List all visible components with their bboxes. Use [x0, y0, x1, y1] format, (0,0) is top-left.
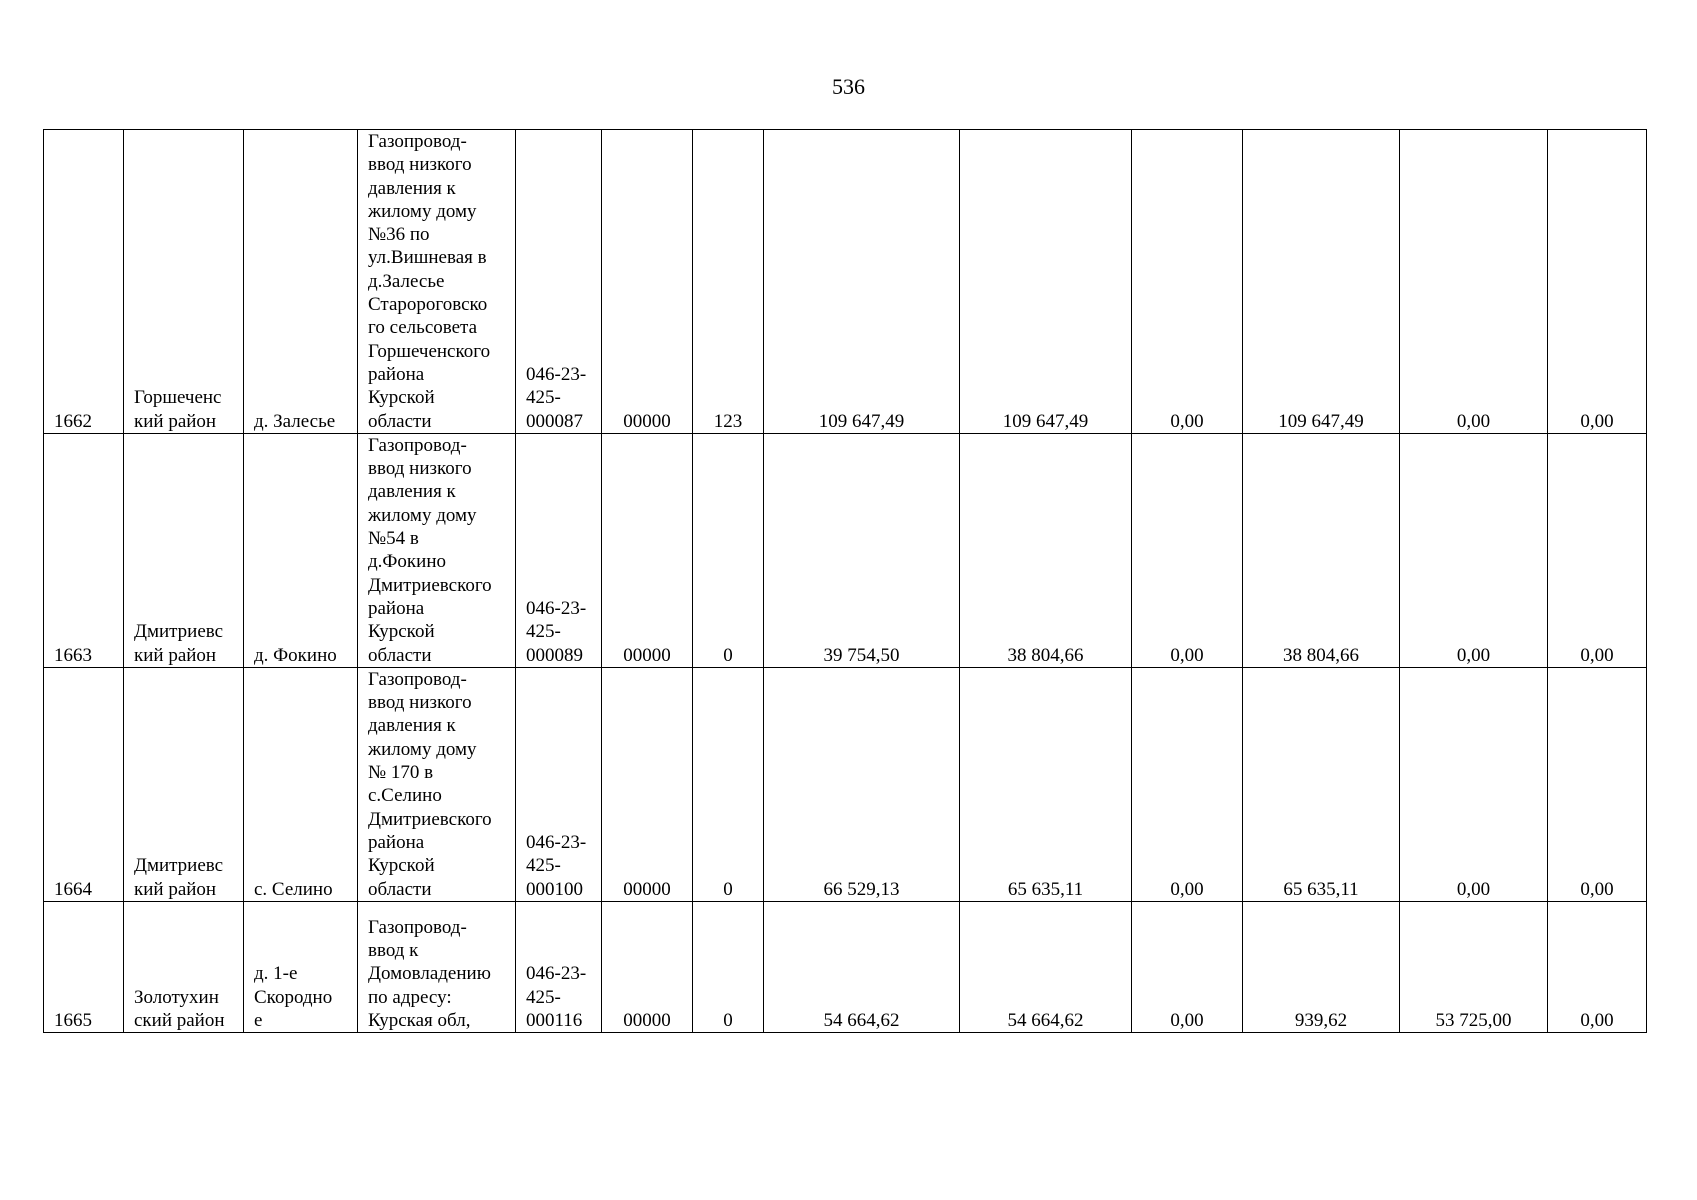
object-name-cell: Газопровод- ввод низкого давления к жилому дому № 170 в с.Селино Дмитриевского района Курской области — [358, 667, 516, 901]
value-cell-2: 109 647,49 — [960, 130, 1132, 434]
value-cell-3: 0,00 — [1132, 667, 1243, 901]
registry-code-cell: 046-23- 425- 000100 — [516, 667, 602, 901]
value-cell-5: 0,00 — [1400, 433, 1548, 667]
value-cell-6: 0,00 — [1548, 901, 1647, 1032]
value-cell-6: 0,00 — [1548, 433, 1647, 667]
value-cell-6: 0,00 — [1548, 667, 1647, 901]
table-row — [44, 667, 1647, 901]
page-number: 536 — [832, 74, 865, 99]
value-cell-3: 0,00 — [1132, 433, 1243, 667]
object-name-cell: Газопровод- ввод к Домовладению по адресу: Курская обл, — [358, 901, 516, 1032]
registry-code-cell: 046-23- 425- 000116 — [516, 901, 602, 1032]
value-cell-2: 38 804,66 — [960, 433, 1132, 667]
code-suffix-cell: 00000 — [602, 667, 693, 901]
table-row — [44, 433, 1647, 667]
object-name-cell: Газопровод- ввод низкого давления к жилому дому №54 в д.Фокино Дмитриевского района Курской области — [358, 433, 516, 667]
code-suffix-cell: 00000 — [602, 901, 693, 1032]
registry-code-cell: 046-23- 425- 000087 — [516, 130, 602, 434]
value-cell-3: 0,00 — [1132, 901, 1243, 1032]
value-cell-4: 65 635,11 — [1243, 667, 1400, 901]
value-cell-1: 54 664,62 — [764, 901, 960, 1032]
object-name-cell: Газопровод- ввод низкого давления к жилому дому №36 по ул.Вишневая в д.Залесье Старороговско го сельсовета Горшеченского района Курской области — [358, 130, 516, 434]
district-cell: Золотухин ский район — [124, 901, 244, 1032]
value-cell-5: 0,00 — [1400, 667, 1548, 901]
value-cell-4: 38 804,66 — [1243, 433, 1400, 667]
value-cell-5: 0,00 — [1400, 130, 1548, 434]
row-number: 1664 — [44, 667, 124, 901]
value-cell-3: 0,00 — [1132, 130, 1243, 434]
locality-cell: д. 1-е Скородно е — [244, 901, 358, 1032]
locality-cell: д. Фокино — [244, 433, 358, 667]
value-cell-1: 66 529,13 — [764, 667, 960, 901]
registry-table — [43, 129, 1647, 1033]
row-number: 1665 — [44, 901, 124, 1032]
value-cell-6: 0,00 — [1548, 130, 1647, 434]
table-row — [44, 901, 1647, 1032]
value-cell-2: 54 664,62 — [960, 901, 1132, 1032]
district-cell: Дмитриевс кий район — [124, 667, 244, 901]
value-cell-4: 109 647,49 — [1243, 130, 1400, 434]
district-cell: Дмитриевс кий район — [124, 433, 244, 667]
value-cell-2: 65 635,11 — [960, 667, 1132, 901]
value-cell-4: 939,62 — [1243, 901, 1400, 1032]
value-cell-5: 53 725,00 — [1400, 901, 1548, 1032]
locality-cell: с. Селино — [244, 667, 358, 901]
code-suffix-cell: 00000 — [602, 433, 693, 667]
value-cell-1: 39 754,50 — [764, 433, 960, 667]
count-cell: 0 — [693, 667, 764, 901]
value-cell-1: 109 647,49 — [764, 130, 960, 434]
district-cell: Горшеченс кий район — [124, 130, 244, 434]
count-cell: 0 — [693, 901, 764, 1032]
registry-code-cell: 046-23- 425- 000089 — [516, 433, 602, 667]
locality-cell: д. Залесье — [244, 130, 358, 434]
count-cell: 123 — [693, 130, 764, 434]
count-cell: 0 — [693, 433, 764, 667]
table-row — [44, 130, 1647, 434]
code-suffix-cell: 00000 — [602, 130, 693, 434]
row-number: 1662 — [44, 130, 124, 434]
row-number: 1663 — [44, 433, 124, 667]
